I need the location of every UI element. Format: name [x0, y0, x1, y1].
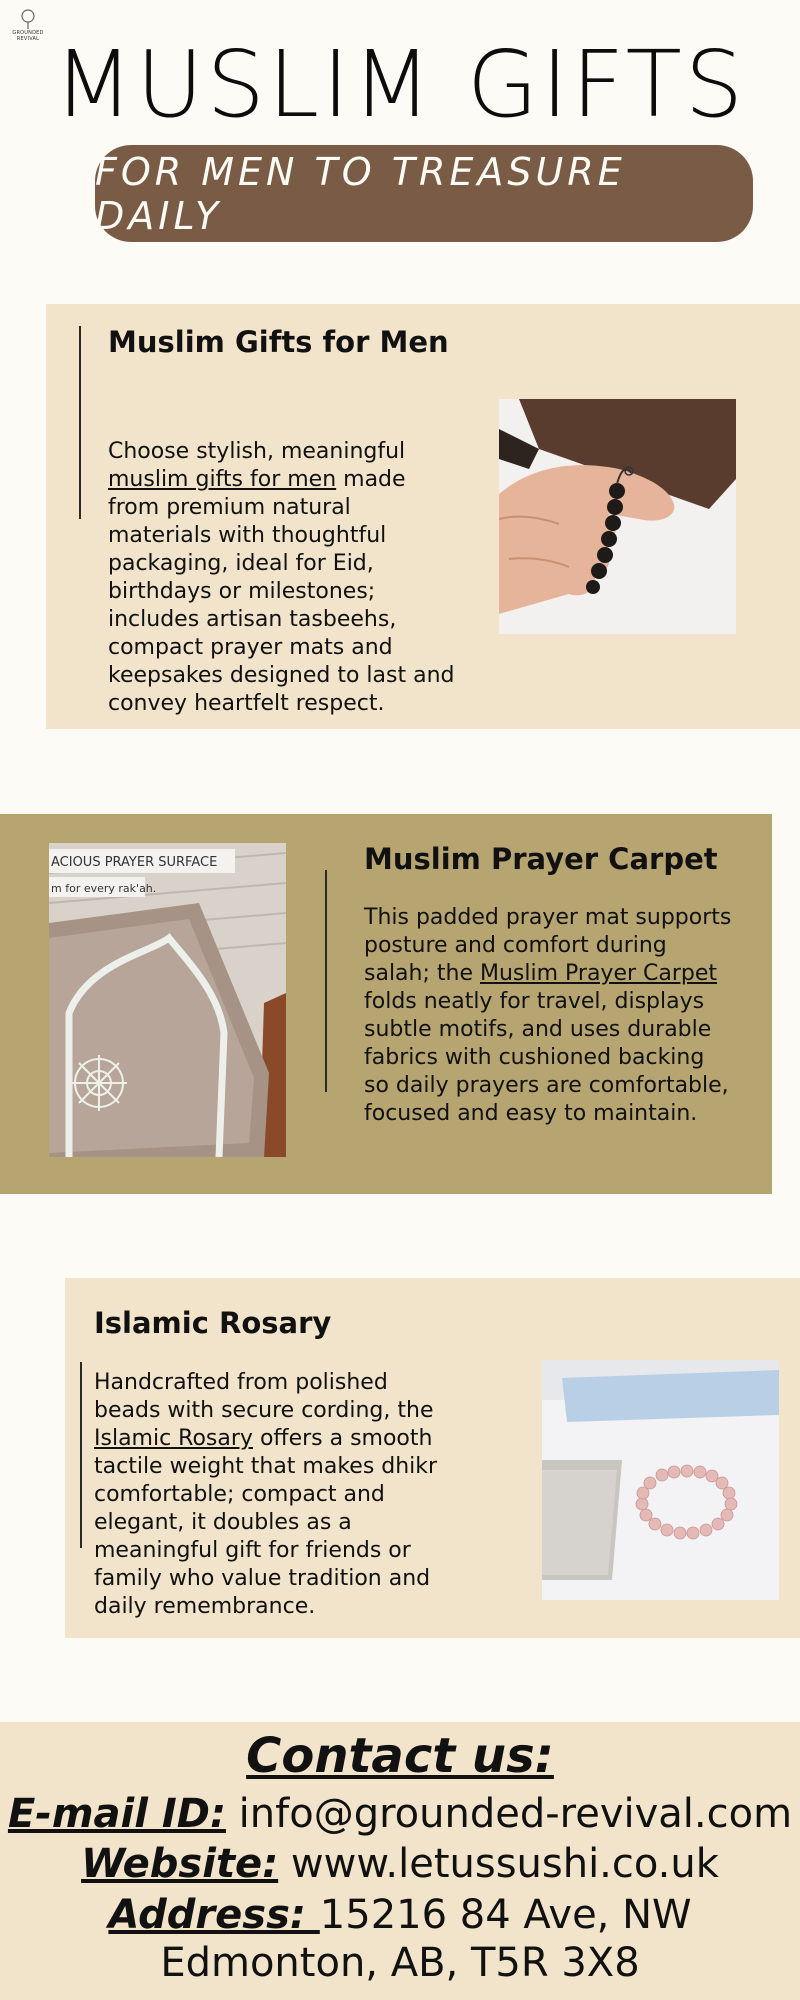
muslim-gifts-for-men-link[interactable]: muslim gifts for men: [108, 467, 337, 492]
mat-caption-line-2: m for every rak'ah.: [51, 882, 157, 895]
prayer-mat-photo: [49, 843, 286, 1157]
address-line: [0, 1891, 800, 1987]
website-label: Website:: [81, 1841, 279, 1887]
website-line: [0, 1841, 800, 1887]
section-rosary-divider: [80, 1362, 82, 1548]
section-carpet-heading: Muslim Prayer Carpet: [364, 842, 718, 876]
islamic-rosary-link[interactable]: Islamic Rosary: [94, 1426, 253, 1451]
email-value[interactable]: info@grounded-revival.com: [225, 1791, 793, 1837]
tree-logo-icon: [10, 8, 46, 30]
address-label: Address:: [108, 1892, 320, 1938]
section-carpet-text: This padded prayer mat supports posture and comfort during salah; the Muslim Prayer Carpet folds neatly for travel, displays subtle motifs, and uses durable fabrics with cushioned backing so daily prayers are comfortable, focused and easy to maintain.: [364, 905, 732, 1126]
page-subtitle: FOR MEN TO TREASURE DAILY: [95, 149, 626, 238]
tasbeeh-in-hand-photo: [499, 399, 736, 634]
address-value: 15216 84 Ave, NW Edmonton, AB, T5R 3X8: [160, 1892, 692, 1986]
logo-text-line-2: REVIVAL: [16, 36, 40, 42]
contact-title: Contact us:: [246, 1728, 554, 1784]
section-men-heading: Muslim Gifts for Men: [108, 325, 449, 359]
section-men-divider: [79, 326, 81, 519]
page-title: MUSLIM GIFTS: [53, 31, 747, 138]
section-carpet-divider: [325, 870, 327, 1092]
muslim-prayer-carpet-link[interactable]: Muslim Prayer Carpet: [479, 961, 718, 986]
section-men-text: Choose stylish, meaningful muslim gifts for men made from premium natural materials with thoughtful packaging, ideal for Eid, birthdays or milestones; includes artisan tasbeehs, compact prayer mats and keepsakes designed to last and convey heartfelt respect.: [108, 439, 455, 716]
email-label: E-mail ID:: [7, 1791, 226, 1837]
mat-caption-line-1: ACIOUS PRAYER SURFACE: [51, 855, 218, 870]
email-line: [0, 1791, 800, 1837]
section-rosary-text: Handcrafted from polished beads with secure cording, the Islamic Rosary offers a smooth tactile weight that makes dhikr comfortable; compact and elegant, it doubles as a meaningful gift for friends or family who value tradition and daily remembrance.: [94, 1370, 438, 1619]
logo-text-line-1: GROUNDED: [12, 30, 44, 36]
subtitle-banner: [95, 145, 753, 242]
section-rosary-heading: Islamic Rosary: [94, 1306, 332, 1340]
website-value[interactable]: www.letussushi.co.uk: [278, 1841, 719, 1887]
rosary-bracelet-photo: [542, 1360, 779, 1600]
